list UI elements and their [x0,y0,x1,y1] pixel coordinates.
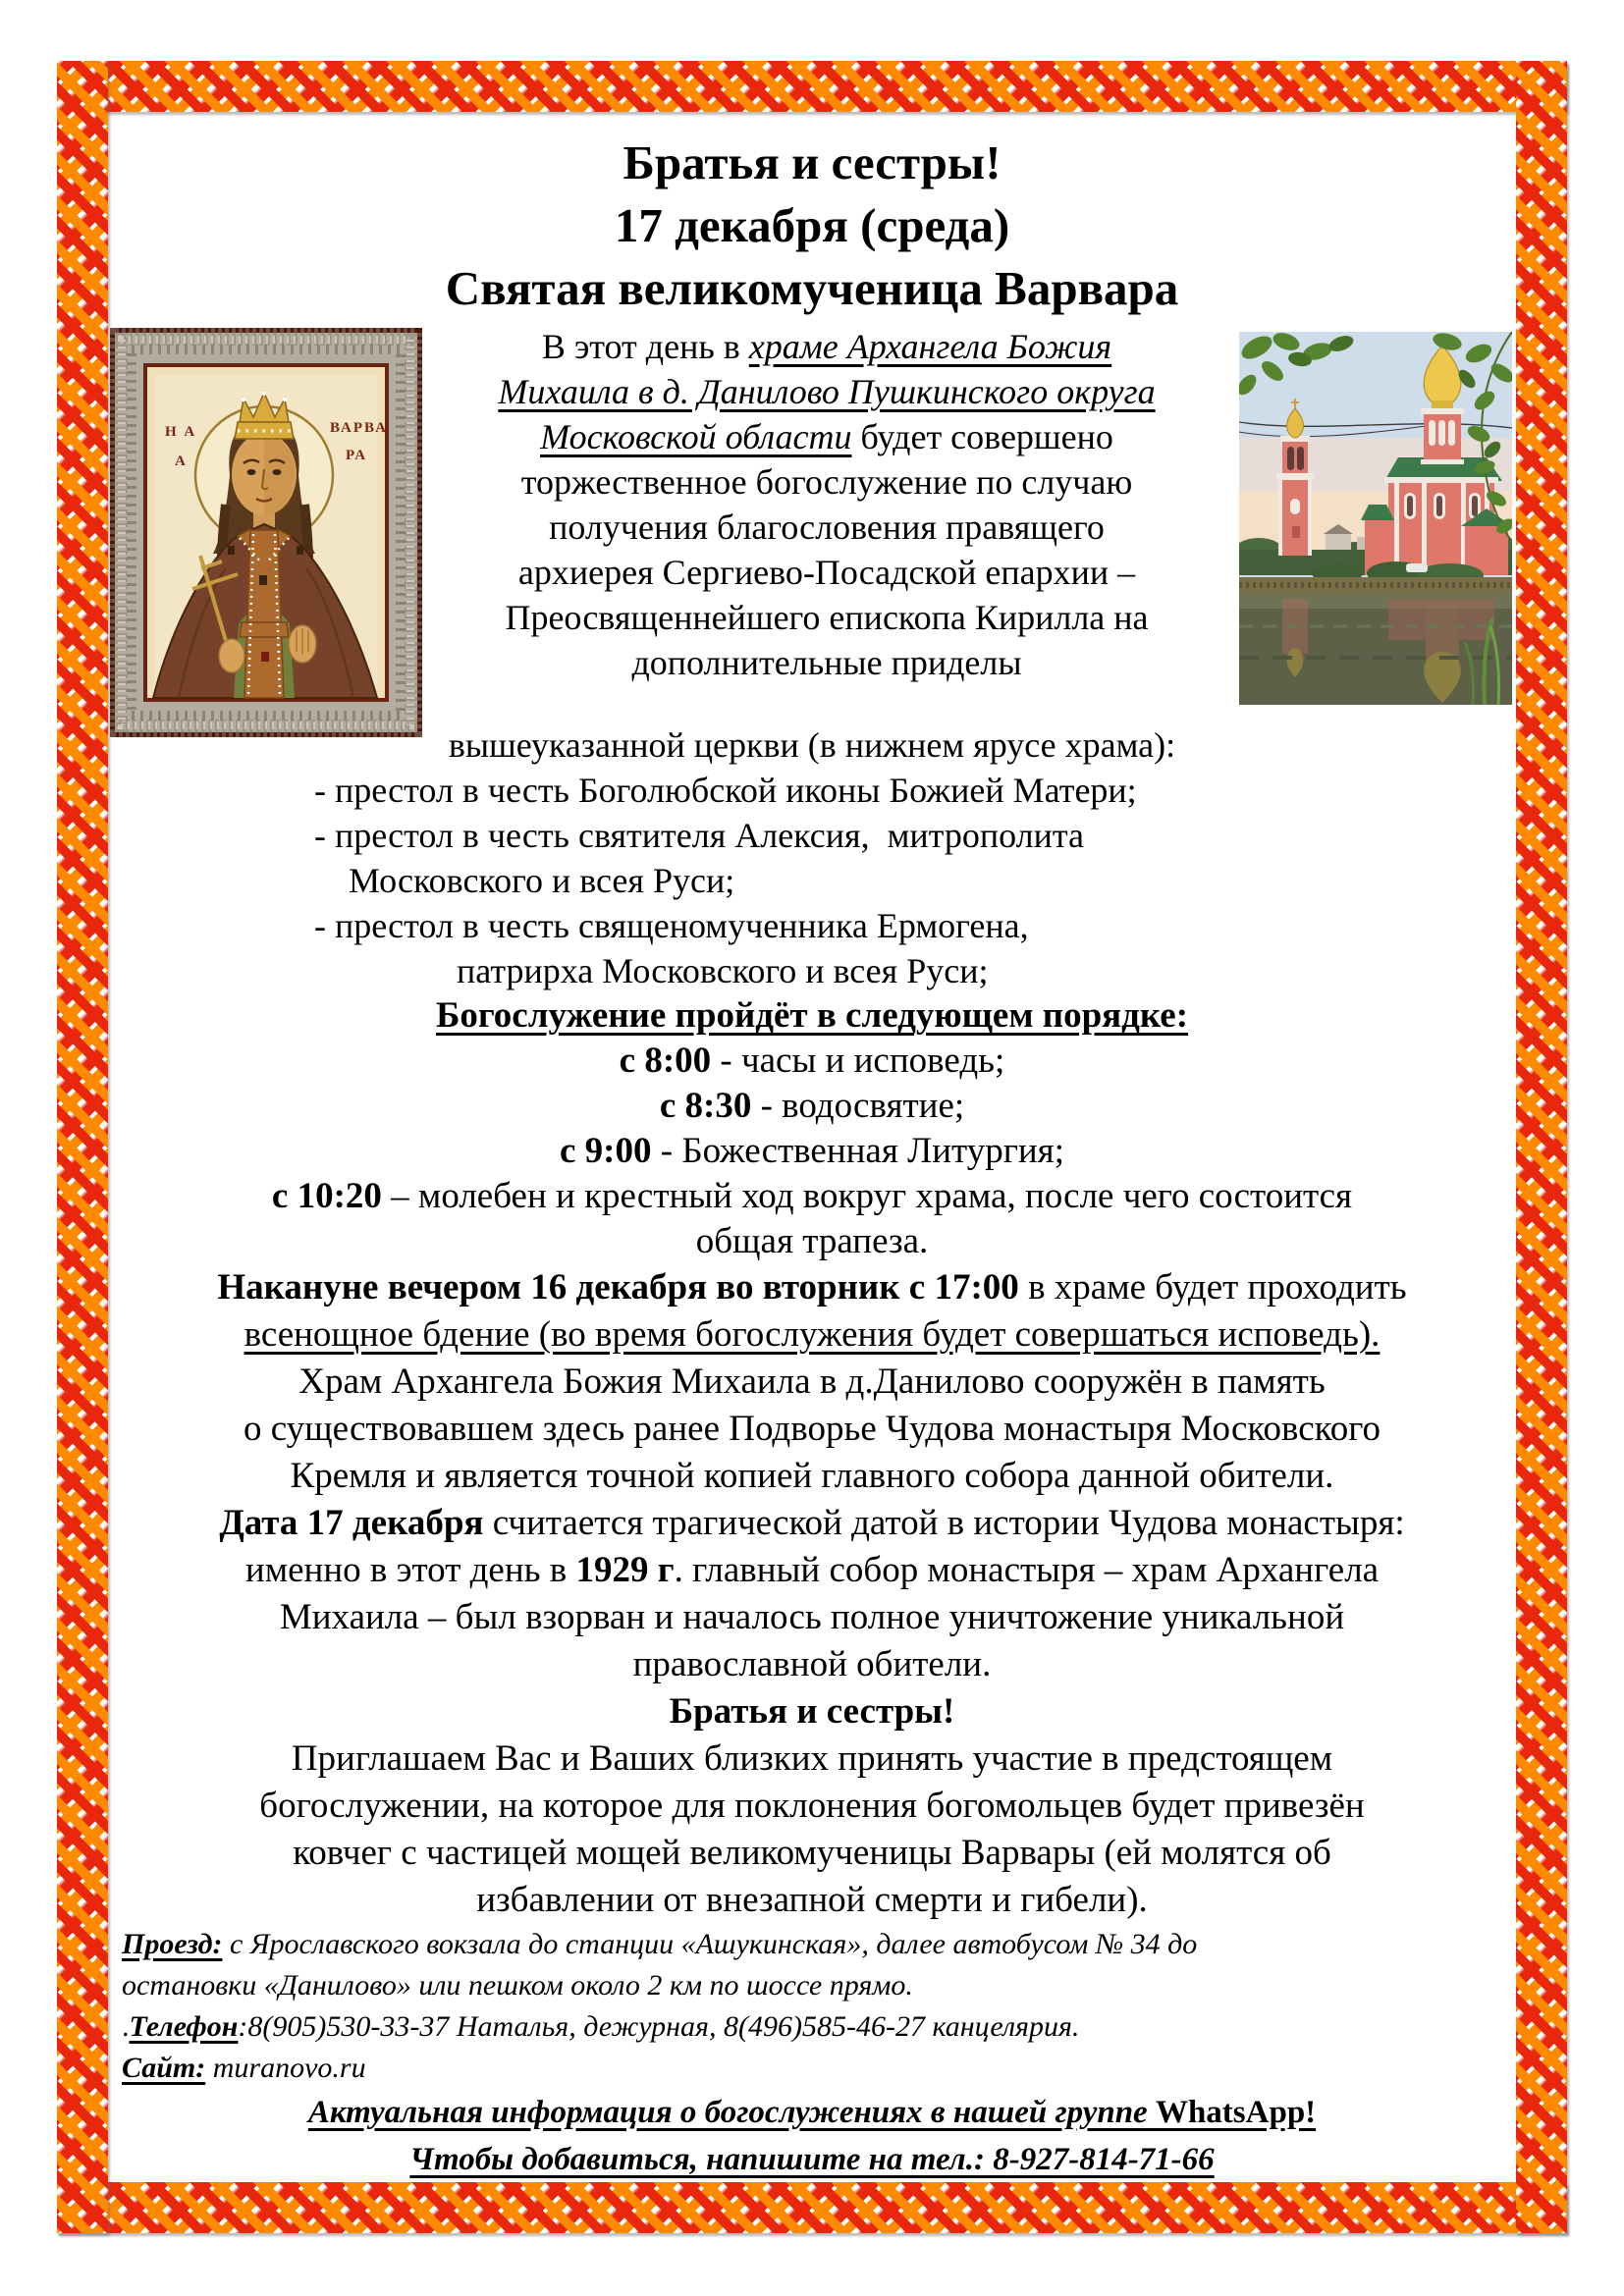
text-line: патрирха Московского и всея Руси; [457,951,989,990]
service-schedule [108,993,1516,1264]
appeal-text [108,1735,1516,1924]
flyer-content [108,112,1516,2183]
icon-inscription-left-1: Н А [165,424,197,440]
vestment-band [244,530,284,698]
text-line: с 10:20 – молебен и крестный ход вокруг храма, после чего состоится [271,1176,1353,1216]
text-line: - престол в честь святителя Алексия, митрополита [314,816,1084,855]
text-line: - престол в честь священомученника Ермогена, [314,906,1029,945]
text-line: дополнительные приделы [631,643,1022,682]
lead-section [108,324,1516,768]
text-line: Михаила в д. Данилово Пушкинского округа [498,372,1156,411]
altars-list [108,768,1516,993]
vigil-note [108,1264,1516,1359]
footer-note [108,2089,1516,2183]
text-line: Храм Архангела Божия Михаила в д.Данилово сооружён в память [298,1362,1326,1402]
text-line: вышеуказанной церкви (в нижнем ярусе храма): [448,725,1176,765]
text-line: с 8:30 - водосвятие; [659,1086,965,1126]
text-line: ковчег с частицей мощей великомученицы Варвары (ей молятся об [293,1833,1331,1873]
contacts-block [108,1924,1516,2089]
text-line: о существовавшем здесь ранее Подворье Чудова монастыря Московского [243,1409,1380,1449]
text-line: 17 декабря (среда) [614,198,1010,252]
text-line: Московской области будет совершено [540,417,1113,456]
text-line: всенощное бдение (во время богослужения будет совершаться исповедь). [244,1314,1380,1355]
text-line: Дата 17 декабря считается трагической датой в истории Чудова монастыря: [219,1503,1405,1543]
icon-inscription-left-2: А [175,454,188,469]
text-line: Приглашаем Вас и Ваших близких принять участие в предстоящем [291,1738,1333,1779]
text-line: Московского и всея Руси; [349,861,735,900]
text-line: получения благословения правящего [549,507,1105,547]
text-line: Сайт: muranovo.ru [122,2052,366,2084]
icon-inscription-right-2: РА [346,448,368,463]
icon-inscription-right-1: ВАРВА [330,420,388,436]
text-line: Накануне вечером 16 декабря во вторник с 17:00 в храме будет проходить [217,1267,1407,1308]
text-line: Преосвященнейшего епископа Кирилла на [505,598,1149,637]
ornamental-border-top [57,61,1567,112]
text-line: - престол в честь Боголюбской иконы Божией Матери; [314,771,1137,810]
saint-barbara-icon-image [110,328,422,737]
text-line: православной обители. [632,1644,992,1684]
text-line: Михаила – был взорван и началось полное уничтожение уникальной [279,1597,1345,1637]
history-text [108,1359,1516,1735]
text-line: Святая великомученица Варвара [445,261,1179,315]
page-title [108,132,1516,320]
church-photo [1239,332,1512,705]
text-line: Кремля и является точной копией главного собора данной обители. [290,1456,1334,1496]
text-line: с 9:00 - Божественная Литургия; [560,1131,1064,1171]
ornamental-border-left [57,61,108,2233]
ornamental-border-right [1516,61,1567,2233]
text-line: торжественное богослужение по случаю [520,462,1133,502]
ornamental-border-bottom [57,2182,1567,2233]
text-line: .Телефон:8(905)530-33-37 Наталья, дежурная, 8(496)585-46-27 канцелярия. [122,2010,1080,2043]
text-line: общая трапеза. [695,1221,929,1261]
text-line: богослужении, на которое для поклонения богомольцев будет привезён [259,1786,1365,1826]
text-line: избавлении от внезапной смерти и гибели). [476,1880,1148,1920]
text-line: Проезд: с Ярославского вокзала до станции «Ашукинская», далее автобусом № 34 до [122,1928,1198,1960]
text-line: Богослужение пройдёт в следующем порядке: [435,995,1189,1036]
text-line: с 8:00 - часы и исповедь; [619,1041,1005,1081]
text-line: Актуальная информация о богослужениях в нашей группе WhatsApp! [307,2095,1317,2130]
text-line: Чтобы добавиться, напишите на тел.: 8-927-814-71-66 [409,2142,1215,2177]
text-line: остановки «Данилово» или пешком около 2 км по шоссе прямо. [122,1969,913,2002]
text-line: именно в этот день в 1929 г. главный собор монастыря – храм Архангела [244,1550,1380,1590]
text-line: Братья и сестры! [623,135,1001,189]
text-line: Братья и сестры! [669,1691,955,1732]
text-line: В этот день в храме Архангела Божия [541,327,1112,366]
text-line: архиерея Сергиево-Посадской епархии – [517,553,1136,592]
shore [1239,577,1512,593]
